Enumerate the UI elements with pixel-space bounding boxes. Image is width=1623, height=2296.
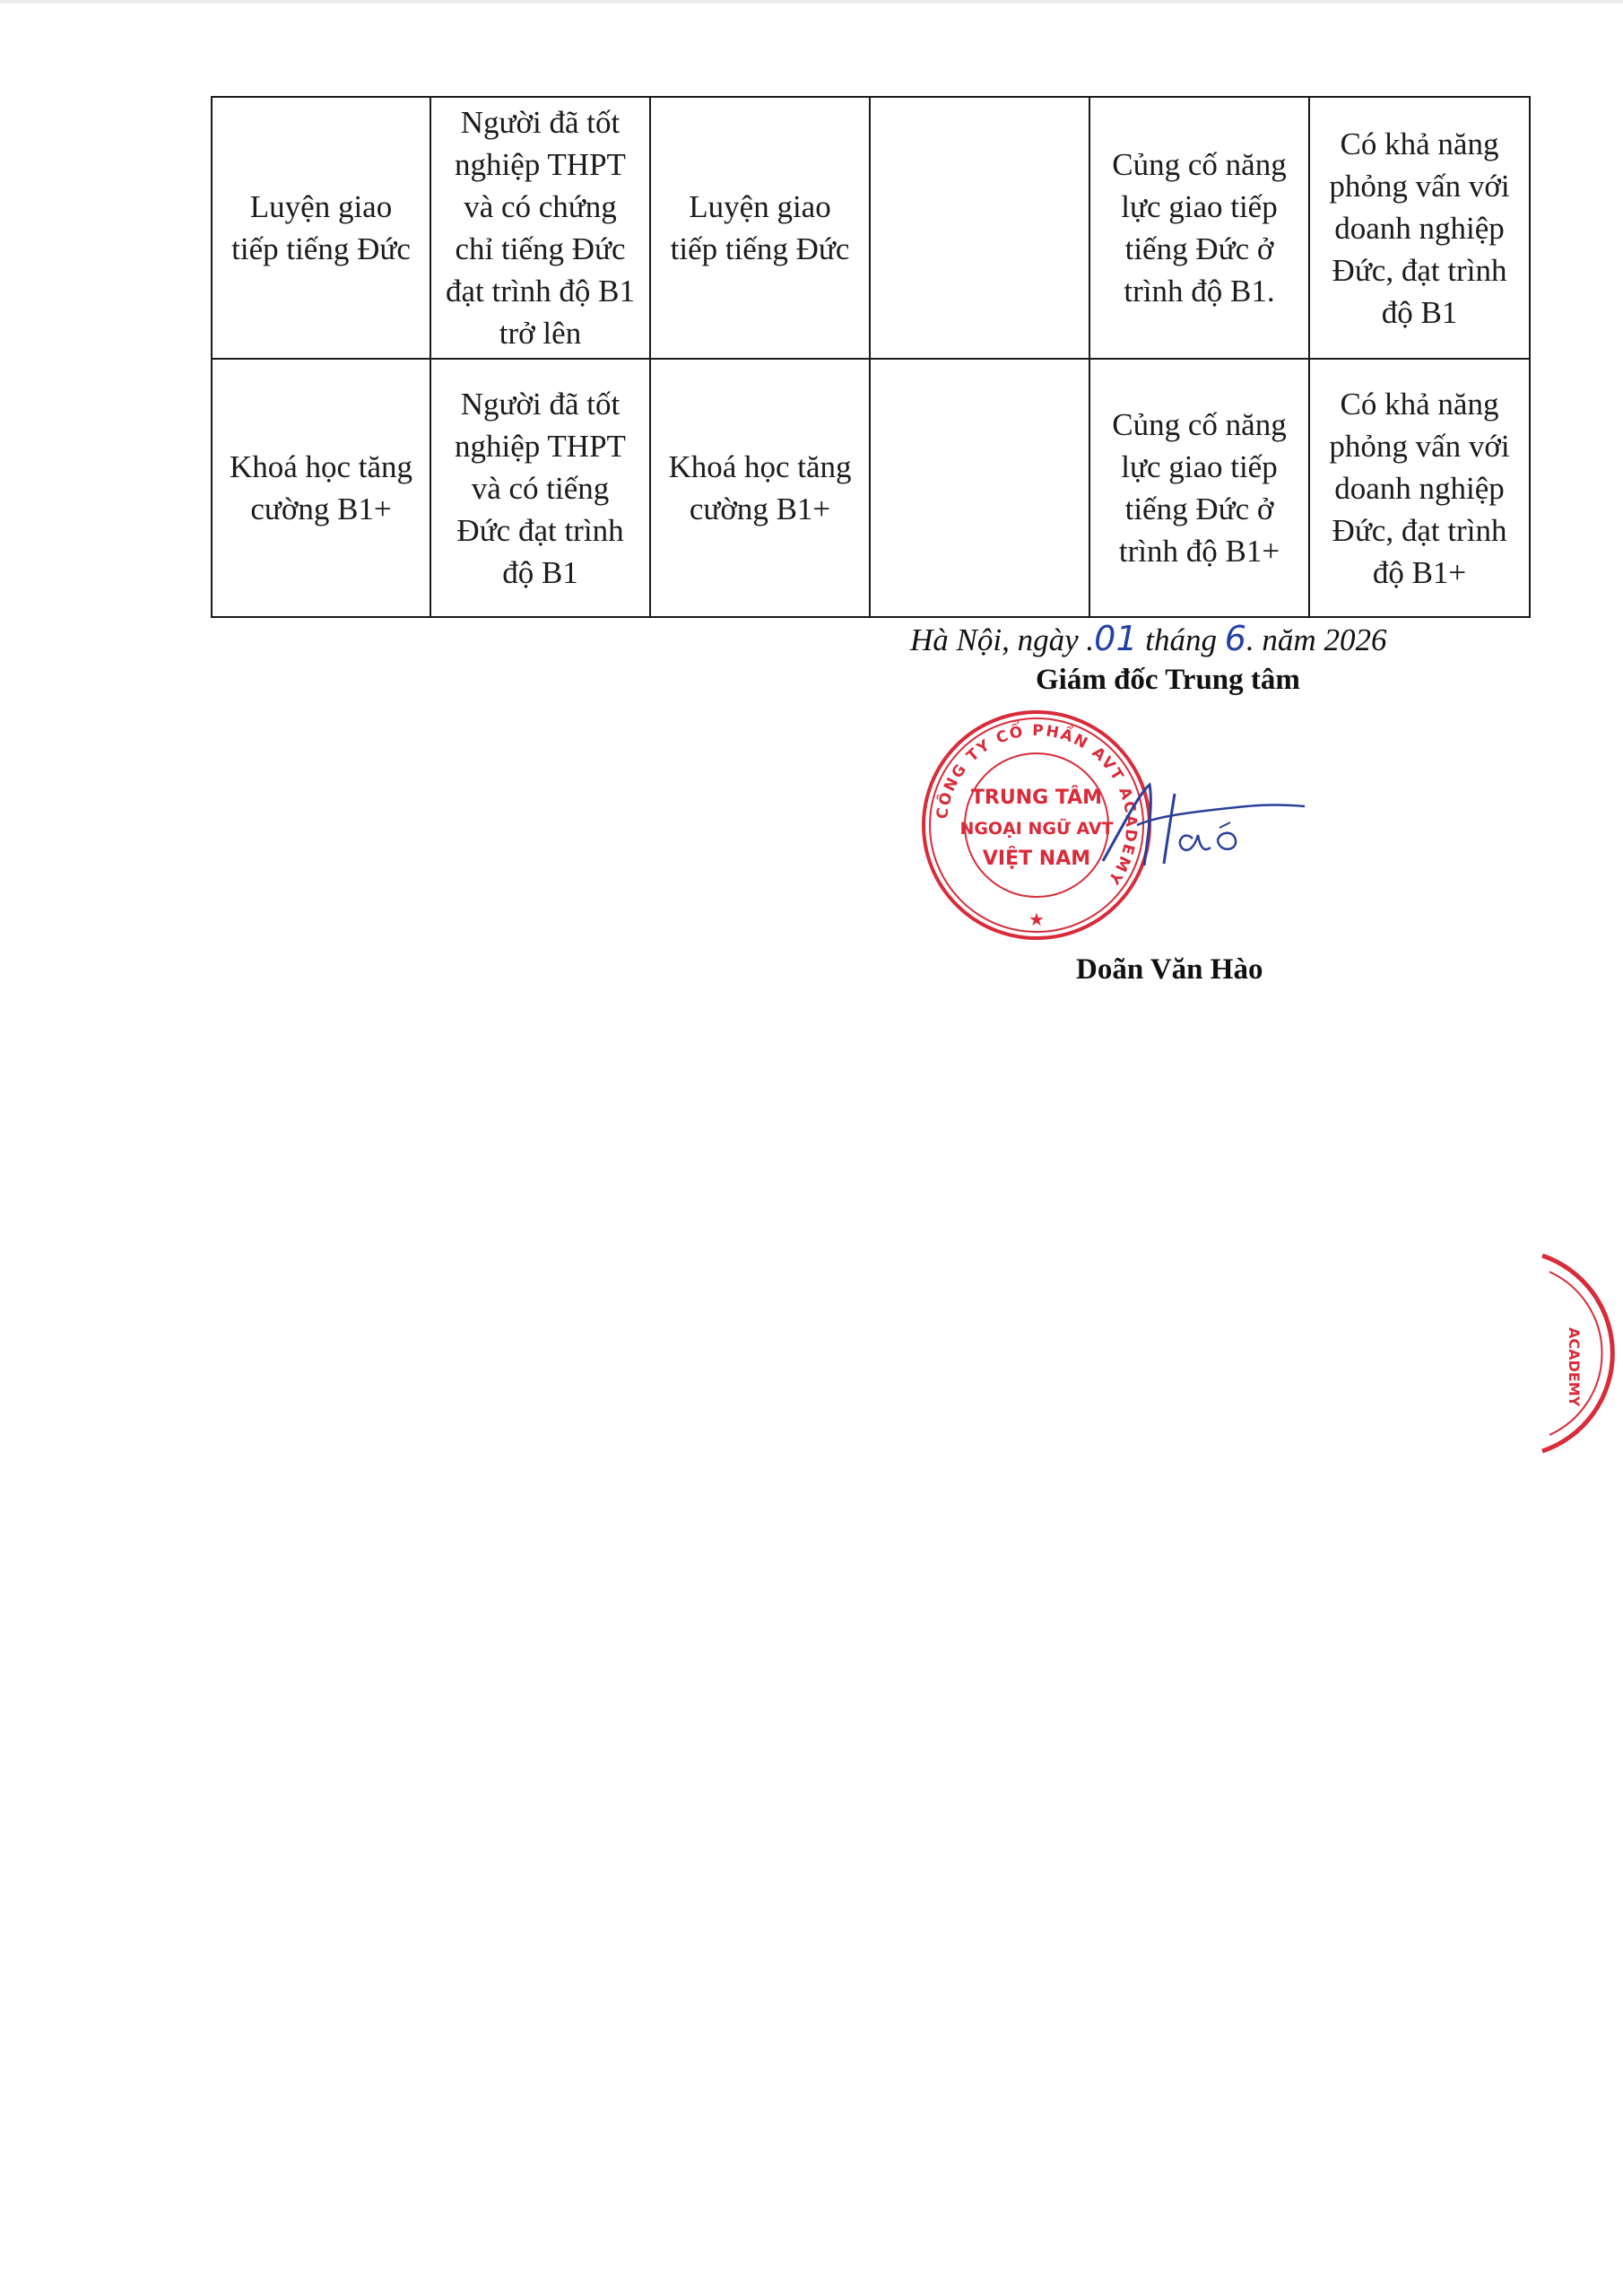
table-row [212,97,1530,359]
table-cell-empty [870,97,1089,359]
date-month-handwritten: 6 [1224,619,1246,658]
seal-ring-text: CÔNG TY CỔ PHẦN AVT ACADEMY [933,721,1141,889]
handwritten-signature [1085,776,1309,874]
table-cell-objective: Củng cố năng lực giao tiếp tiếng Đức ở trình độ B1+ [1089,359,1309,617]
signer-name: Doãn Văn Hào [1076,953,1263,986]
table-cell-empty [870,359,1089,617]
edge-seal-text: ACADEMY [1566,1327,1583,1407]
date-line [910,619,1466,658]
table-cell-course-name: Luyện giao tiếp tiếng Đức [650,97,870,359]
table-cell-eligibility: Người đã tốt nghiệp THPT và có chứng chỉ tiếng Đức đạt trình độ B1 trở lên [430,97,650,359]
date-suffix: . năm 2026 [1245,622,1387,657]
partial-seal-edge [1506,1247,1623,1462]
signer-title: Giám đốc Trung tâm [1036,664,1300,696]
table-cell-objective: Củng cố năng lực giao tiếp tiếng Đức ở trình độ B1. [1089,97,1309,359]
table-cell-outcome: Có khả năng phỏng vấn với doanh nghiệp Đức, đạt trình độ B1+ [1309,359,1530,617]
table-cell-course-name: Khoá học tăng cường B1+ [650,359,870,617]
seal-line-1: TRUNG TÂM [970,787,1103,809]
page-top-edge [0,0,1623,4]
table-row [212,359,1530,617]
seal-line-3: VIỆT NAM [982,848,1091,870]
seal-line-2: NGOẠI NGỮ AVT [959,819,1114,839]
seal-star: ★ [1028,909,1045,930]
date-month-label: tháng [1137,622,1225,657]
table-cell-eligibility: Người đã tốt nghiệp THPT và có tiếng Đức đạt trình độ B1 [430,359,650,617]
course-table [211,96,1531,618]
date-day-handwritten: 01 [1094,619,1138,658]
table-cell-program: Khoá học tăng cường B1+ [212,359,430,617]
signature-block [897,619,1471,1013]
table-cell-program: Luyện giao tiếp tiếng Đức [212,97,430,359]
table-cell-outcome: Có khả năng phỏng vấn với doanh nghiệp Đức, đạt trình độ B1 [1309,97,1530,359]
date-prefix: Hà Nội, ngày . [910,622,1095,657]
